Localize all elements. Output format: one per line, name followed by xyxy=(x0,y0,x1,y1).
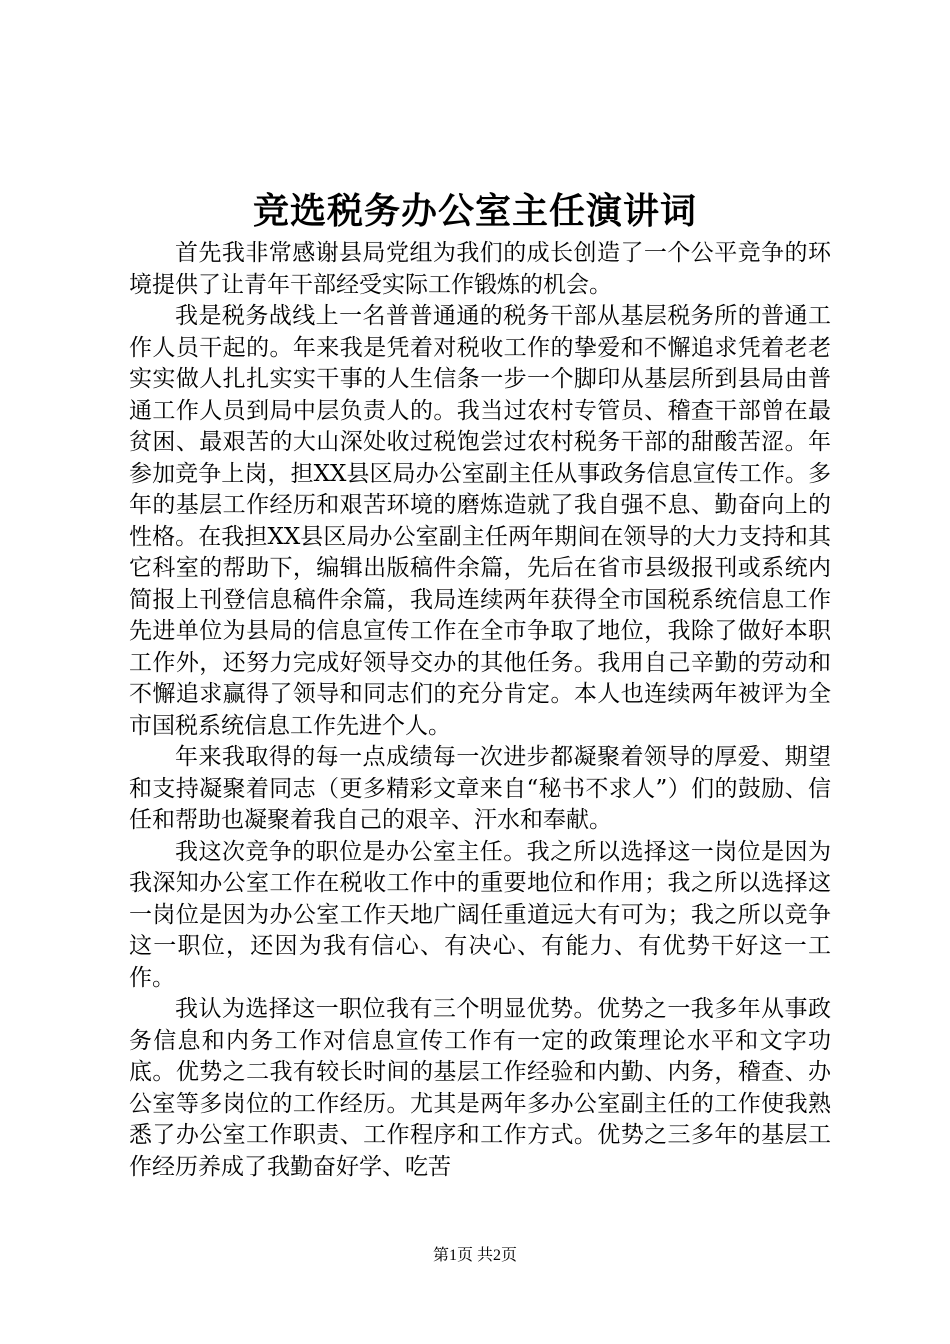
paragraph: 首先我非常感谢县局党组为我们的成长创造了一个公平竞争的环境提供了让青年干部经受实际工作锻炼的机会。 xyxy=(129,240,831,298)
document-body xyxy=(129,238,831,1183)
paragraph: 我是税务战线上一名普普通通的税务干部从基层税务所的普通工作人员干起的。年来我是凭着对税收工作的挚爱和不懈追求凭着老老实实做人扎扎实实干事的人生信条一步一个脚印从基层所到县局由普通工作人员到局中层负责人的。我当过农村专管员、稽查干部曾在最贫困、最艰苦的大山深处收过税饱尝过农村税务干部的甜酸苦涩。年参加竞争上岗，担XX县区局办公室副主任从事政务信息宣传工作。多年的基层工作经历和艰苦环境的磨炼造就了我自强不息、勤奋向上的性格。在我担XX县区局办公室副主任两年期间在领导的大力支持和其它科室的帮助下，编辑出版稿件余篇，先后在省市县级报刊或系统内简报上刊登信息稿件余篇，我局连续两年获得全市国税系统信息工作先进单位为县局的信息宣传工作在全市争取了地位，我除了做好本职工作外，还努力完成好领导交办的其他任务。我用自己辛勤的劳动和不懈追求赢得了领导和同志们的充分肯定。本人也连续两年被评为全市国税系统信息工作先进个人。 xyxy=(129,303,831,739)
page-number-footer: 第1页 共2页 xyxy=(432,1247,517,1264)
document-title: 竞选税务办公室主任演讲词 xyxy=(252,190,697,232)
paragraph: 我认为选择这一职位我有三个明显优势。优势之一我多年从事政务信息和内务工作对信息宣传工作有一定的政策理论水平和文字功底。优势之二我有较长时间的基层工作经验和内勤、内务，稽查、办公室等多岗位的工作经历。尤其是两年多办公室副主任的工作使我熟悉了办公室工作职责、工作程序和工作方式。优势之三多年的基层工作经历养成了我勤奋好学、吃苦 xyxy=(129,996,831,1180)
paragraph: 我这次竞争的职位是办公室主任。我之所以选择这一岗位是因为我深知办公室工作在税收工作中的重要地位和作用；我之所以选择这一岗位是因为办公室工作天地广阔任重道远大有可为；我之所以竞争这一职位，还因为我有信心、有决心、有能力、有优势干好这一工作。 xyxy=(129,838,831,991)
paragraph: 年来我取得的每一点成绩每一次进步都凝聚着领导的厚爱、期望和支持凝聚着同志（更多精彩文章来自“秘书不求人”）们的鼓励、信任和帮助也凝聚着我自己的艰辛、汗水和奉献。 xyxy=(129,744,831,833)
